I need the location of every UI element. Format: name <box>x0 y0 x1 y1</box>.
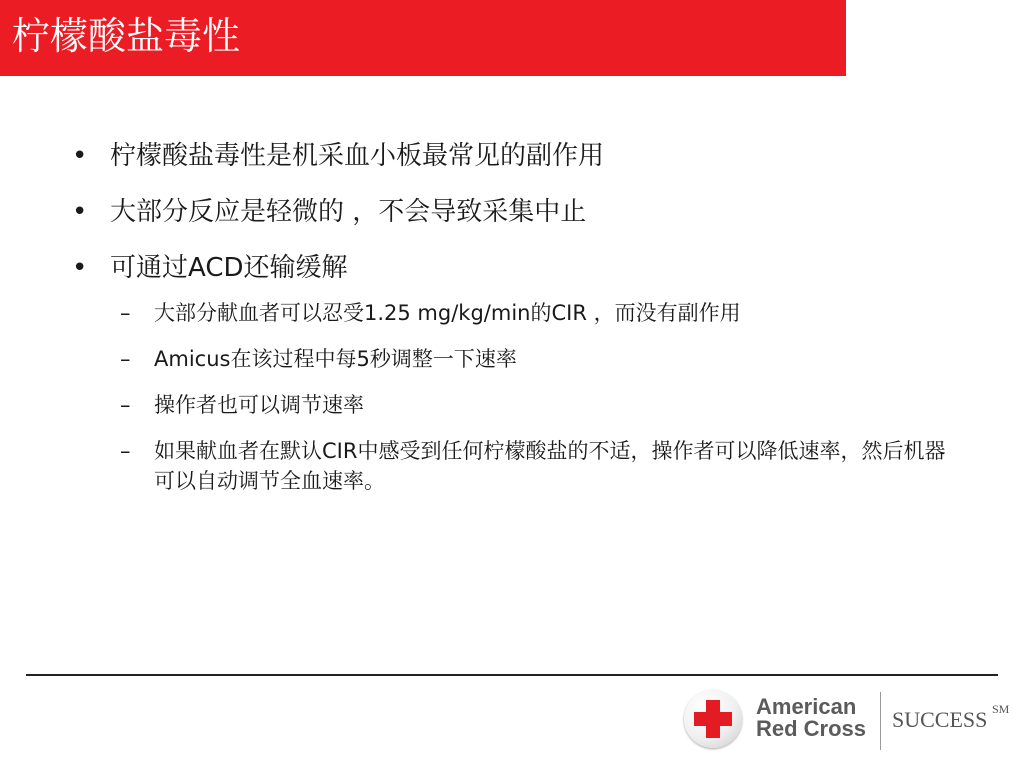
bullet-item <box>70 136 970 176</box>
dash-marker: – <box>120 301 131 325</box>
red-cross-logo <box>684 690 1014 756</box>
bullet-item <box>70 248 970 288</box>
sub-bullet-item <box>70 436 964 496</box>
logo-success-text: SUCCESS <box>892 707 988 732</box>
dash-marker: – <box>120 393 131 417</box>
sub-bullet-text: Amicus在该过程中每5秒调整一下速率 <box>154 347 517 371</box>
dash-marker: – <box>120 439 131 463</box>
logo-line-2: Red Cross <box>756 716 867 741</box>
bullet-marker: • <box>72 197 88 227</box>
content-area <box>70 136 970 512</box>
sub-bullet-list <box>70 298 970 496</box>
footer-divider <box>26 674 998 676</box>
title-bar <box>0 0 846 76</box>
sub-bullet-item <box>70 390 964 420</box>
logo-sm-mark: SM <box>992 702 1010 716</box>
bullet-text: 柠檬酸盐毒性是机采血小板最常见的副作用 <box>110 141 605 171</box>
logo-divider <box>880 692 881 750</box>
sub-bullet-item <box>70 298 964 328</box>
dash-marker: – <box>120 347 131 371</box>
sub-bullet-text: 大部分献血者可以忍受1.25 mg/kg/min的CIR ，而没有副作用 <box>154 301 741 325</box>
bullet-marker: • <box>72 253 88 283</box>
bullet-text: 大部分反应是轻微的 ，不会导致采集中止 <box>110 197 587 227</box>
sub-bullet-text: 如果献血者在默认CIR中感受到任何柠檬酸盐的不适，操作者可以降低速率，然后机器可以自动调节全血速率。 <box>154 439 946 493</box>
bullet-item <box>70 192 970 232</box>
logo-line-1: American <box>756 694 857 719</box>
bullet-text: 可通过ACD还输缓解 <box>110 253 348 283</box>
logo-wordmark <box>756 696 866 740</box>
sub-bullet-text: 操作者也可以调节速率 <box>154 393 364 417</box>
bullet-marker: • <box>72 141 88 171</box>
red-cross-icon <box>684 690 742 748</box>
sub-bullet-item <box>70 344 964 374</box>
slide-title: 柠檬酸盐毒性 <box>12 14 241 58</box>
